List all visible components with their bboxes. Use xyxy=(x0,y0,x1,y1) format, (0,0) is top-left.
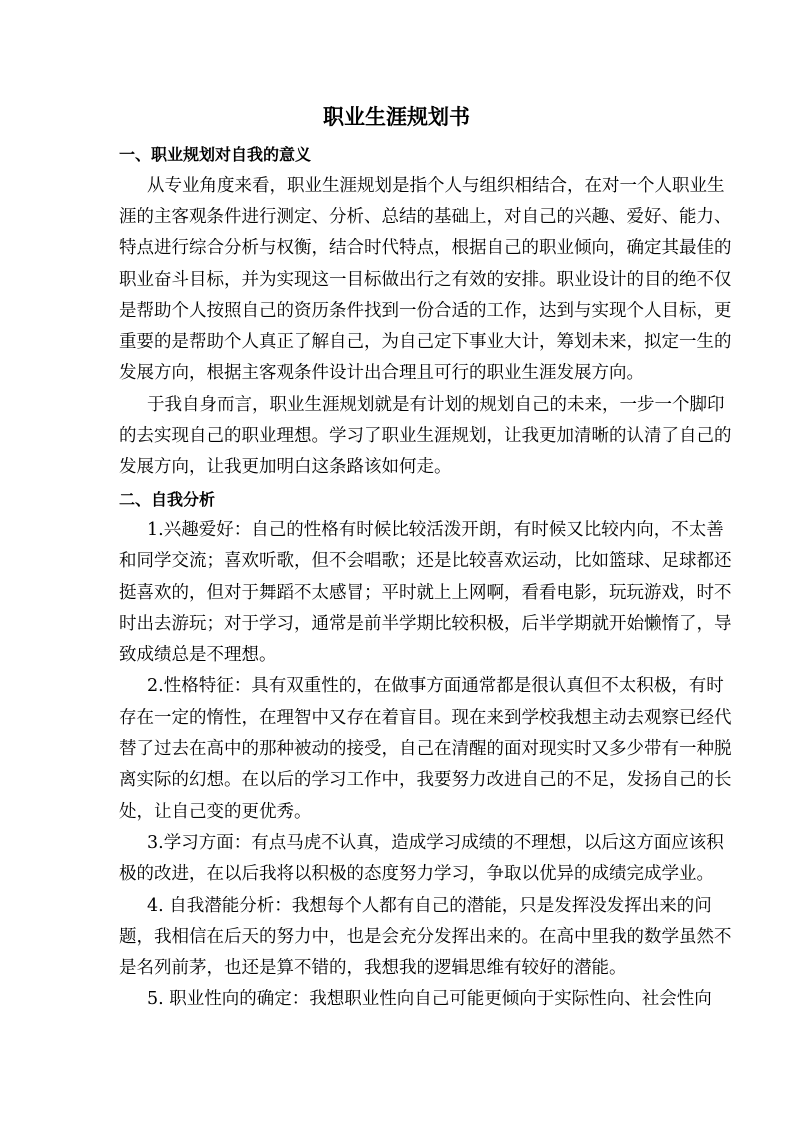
paragraph xyxy=(119,671,732,827)
text-line: 职业奋斗目标，并为实现这一目标做出行之有效的安排。职业设计的目的绝不仅 xyxy=(119,269,732,290)
paragraph xyxy=(119,984,712,1015)
text-line: 3.学习方面：有点马虎不认真，造成学习成绩的不理想，以后这方面应该积 xyxy=(147,832,724,853)
paragraph xyxy=(119,171,732,390)
text-line: 挺喜欢的，但对于舞蹈不太感冒；平时就上上网啊，看看电影，玩玩游戏，时不 xyxy=(119,582,732,603)
text-line: 时出去游玩；对于学习，通常是前半学期比较积极，后半学期就开始懒惰了，导 xyxy=(119,613,732,634)
text-line: 重要的是帮助个人真正了解自己，为自己定下事业大计，筹划未来，拟定一生的 xyxy=(119,332,732,353)
text-line: 是名列前茅，也还是算不错的，我想我的逻辑思维有较好的潜能。 xyxy=(119,958,627,979)
section-heading: 二、自我分析 xyxy=(119,489,216,509)
paragraph xyxy=(119,891,732,985)
text-line: 特点进行综合分析与权衡，结合时代特点，根据自己的职业倾向，确定其最佳的 xyxy=(119,238,732,259)
text-line: 的去实现自己的职业理想。学习了职业生涯规划，让我更加清晰的认清了自己的 xyxy=(119,426,732,447)
text-line: 1.兴趣爱好：自己的性格有时候比较活泼开朗，有时候又比较内向，不太善 xyxy=(147,519,724,540)
text-line: 4. 自我潜能分析：我想每个人都有自己的潜能，只是发挥没发挥出来的问 xyxy=(147,895,712,916)
text-line: 从专业角度来看，职业生涯规划是指个人与组织相结合，在对一个人职业生 xyxy=(147,175,725,196)
text-line: 处，让自己变的更优秀。 xyxy=(119,801,312,822)
document-body xyxy=(119,139,732,1015)
text-line: 致成绩总是不理想。 xyxy=(119,645,277,666)
text-line: 和同学交流；喜欢听歌，但不会唱歌；还是比较喜欢运动，比如篮球、足球都还 xyxy=(119,551,732,572)
text-line: 5. 职业性向的确定：我想职业性向自己可能更倾向于实际性向、社会性向 xyxy=(147,989,712,1010)
text-line: 存在一定的惰性，在理智中又存在着盲目。现在来到学校我想主动去观察已经代 xyxy=(119,707,732,728)
text-line: 涯的主客观条件进行测定、分析、总结的基础上，对自己的兴趣、爱好、能力、 xyxy=(119,206,732,227)
paragraph xyxy=(119,390,732,484)
text-line: 是帮助个人按照自己的资历条件找到一份合适的工作，达到与实现个人目标，更 xyxy=(119,300,732,321)
text-line: 于我自身而言，职业生涯规划就是有计划的规划自己的未来，一步一个脚印 xyxy=(147,394,725,415)
text-line: 发展方向，让我更加明白这条路该如何走。 xyxy=(119,457,452,478)
text-line: 发展方向，根据主客观条件设计出合理且可行的职业生涯发展方向。 xyxy=(119,363,644,384)
paragraph xyxy=(119,515,732,671)
section-heading: 一、职业规划对自我的意义 xyxy=(119,145,312,165)
paragraph xyxy=(119,828,724,891)
text-line: 题，我相信在后天的努力中，也是会充分发挥出来的。在高中里我的数学虽然不 xyxy=(119,926,732,947)
text-line: 离实际的幻想。在以后的学习工作中，我要努力改进自己的不足，发扬自己的长 xyxy=(119,770,732,791)
text-line: 2.性格特征：具有双重性的，在做事方面通常都是很认真但不太积极，有时 xyxy=(147,676,724,697)
text-line: 替了过去在高中的那种被动的接受，自己在清醒的面对现实时又多少带有一种脱 xyxy=(119,739,732,760)
text-line: 极的改进，在以后我将以积极的态度努力学习，争取以优异的成绩完成学业。 xyxy=(119,864,714,885)
document-title: 职业生涯规划书 xyxy=(323,105,470,129)
